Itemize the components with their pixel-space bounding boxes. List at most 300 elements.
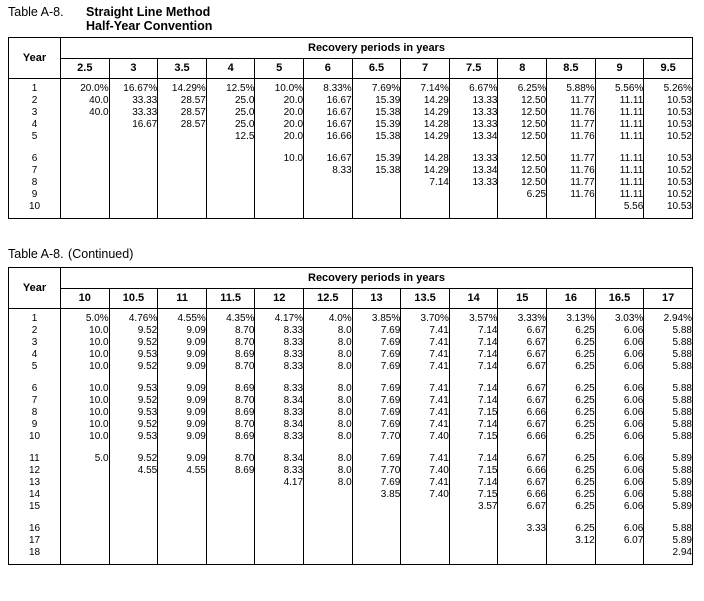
table1-year-header: Year [9,38,61,79]
cell-y8-p13-5: 7.41 [401,407,450,419]
table-row [9,95,693,107]
cell-y13-p13: 7.69 [352,477,401,489]
cell-y5-p3 [109,131,158,143]
table2-group-header-row [9,268,693,289]
cell-y9-p16: 6.25 [547,419,596,431]
cell-y13-p10 [61,477,110,489]
cell-y3-p3: 33.33 [109,107,158,119]
cell-y15-p15: 6.67 [498,501,547,513]
cell-y1-p12: 4.17% [255,309,304,326]
cell-y13-p17: 5.89 [644,477,693,489]
cell-y17-p12 [255,535,304,547]
column-header-16: 16 [547,289,596,309]
row-year: 12 [9,465,61,477]
cell-y1-p7: 7.14% [401,79,450,96]
cell-y18-p17: 2.94 [644,547,693,565]
cell-y8-p10-5: 9.53 [109,407,158,419]
cell-y10-p7-5 [449,201,498,219]
column-header-10-5: 10.5 [109,289,158,309]
cell-y14-p12 [255,489,304,501]
cell-y3-p17: 5.88 [644,337,693,349]
cell-y6-p13: 7.69 [352,383,401,395]
cell-y6-p6-5: 15.39 [352,153,401,165]
cell-y4-p16-5: 6.06 [595,349,644,361]
cell-y4-p2-5 [61,119,110,131]
cell-y16-p10 [61,523,110,535]
cell-y4-p3: 16.67 [109,119,158,131]
cell-y4-p7: 14.28 [401,119,450,131]
cell-y17-p16: 3.12 [547,535,596,547]
cell-y5-p13-5: 7.41 [401,361,450,373]
cell-y6-p2-5 [61,153,110,165]
cell-y13-p14: 7.14 [449,477,498,489]
cell-y7-p8: 12.50 [498,165,547,177]
table-row [9,189,693,201]
cell-y7-p11-5: 8.70 [206,395,255,407]
cell-y10-p8-5 [547,201,596,219]
cell-y6-p3 [109,153,158,165]
cell-y3-p11: 9.09 [158,337,207,349]
cell-y4-p8-5: 11.77 [547,119,596,131]
cell-y6-p13-5: 7.41 [401,383,450,395]
cell-y6-p10-5: 9.53 [109,383,158,395]
cell-y1-p6: 8.33% [304,79,353,96]
cell-y7-p7: 14.29 [401,165,450,177]
cell-y16-p12 [255,523,304,535]
cell-y8-p2-5 [61,177,110,189]
cell-y14-p12-5 [304,489,353,501]
cell-y10-p11-5: 8.69 [206,431,255,443]
cell-y7-p11: 9.09 [158,395,207,407]
table2-wrap [0,267,704,565]
cell-y6-p10: 10.0 [61,383,110,395]
cell-y2-p6: 16.67 [304,95,353,107]
table2-title [0,245,704,267]
cell-y3-p12-5: 8.0 [304,337,353,349]
cell-y1-p13-5: 3.70% [401,309,450,326]
cell-y3-p9-5: 10.53 [644,107,693,119]
cell-y11-p15: 6.67 [498,453,547,465]
cell-y10-p8 [498,201,547,219]
column-header-4: 4 [206,59,255,79]
row-year: 8 [9,177,61,189]
column-header-11-5: 11.5 [206,289,255,309]
cell-y2-p8-5: 11.77 [547,95,596,107]
cell-y8-p12: 8.33 [255,407,304,419]
cell-y10-p3-5 [158,201,207,219]
cell-y14-p11-5 [206,489,255,501]
cell-y8-p16-5: 6.06 [595,407,644,419]
cell-y18-p10 [61,547,110,565]
cell-y3-p12: 8.33 [255,337,304,349]
row-year: 6 [9,383,61,395]
cell-y5-p6: 16.66 [304,131,353,143]
cell-y10-p15: 6.66 [498,431,547,443]
cell-y10-p13: 7.70 [352,431,401,443]
table-gap [0,219,704,245]
cell-y9-p3-5 [158,189,207,201]
cell-y7-p6: 8.33 [304,165,353,177]
cell-y5-p7: 14.29 [401,131,450,143]
cell-y17-p10-5 [109,535,158,547]
cell-y11-p14: 7.14 [449,453,498,465]
row-year: 8 [9,407,61,419]
table2-label: Table A-8. [8,247,64,261]
cell-y6-p8-5: 11.77 [547,153,596,165]
cell-y12-p10-5: 4.55 [109,465,158,477]
cell-y9-p12: 8.34 [255,419,304,431]
column-header-6: 6 [304,59,353,79]
cell-y8-p14: 7.15 [449,407,498,419]
cell-y5-p12-5: 8.0 [304,361,353,373]
cell-y9-p6-5 [352,189,401,201]
cell-y12-p10 [61,465,110,477]
cell-y1-p11: 4.55% [158,309,207,326]
cell-y3-p3-5: 28.57 [158,107,207,119]
cell-y12-p14: 7.15 [449,465,498,477]
row-year: 15 [9,501,61,513]
cell-y4-p13-5: 7.41 [401,349,450,361]
cell-y6-p14: 7.14 [449,383,498,395]
cell-y15-p17: 5.89 [644,501,693,513]
row-year: 9 [9,189,61,201]
cell-y6-p7-5: 13.33 [449,153,498,165]
cell-y3-p10: 10.0 [61,337,110,349]
cell-y4-p5: 20.0 [255,119,304,131]
table1-column-header-row [9,59,693,79]
cell-y6-p9: 11.11 [595,153,644,165]
row-year: 18 [9,547,61,565]
cell-y9-p7-5 [449,189,498,201]
cell-y6-p15: 6.67 [498,383,547,395]
cell-y4-p10: 10.0 [61,349,110,361]
cell-y7-p16-5: 6.06 [595,395,644,407]
cell-y5-p8: 12.50 [498,131,547,143]
cell-y3-p7: 14.29 [401,107,450,119]
cell-y1-p8: 6.25% [498,79,547,96]
cell-y8-p16: 6.25 [547,407,596,419]
cell-y7-p12-5: 8.0 [304,395,353,407]
cell-y14-p15: 6.66 [498,489,547,501]
cell-y9-p12-5: 8.0 [304,419,353,431]
cell-y15-p10-5 [109,501,158,513]
cell-y6-p16: 6.25 [547,383,596,395]
cell-y9-p15: 6.67 [498,419,547,431]
cell-y4-p12: 8.33 [255,349,304,361]
cell-y10-p16: 6.25 [547,431,596,443]
cell-y4-p7-5: 13.33 [449,119,498,131]
cell-y10-p9: 5.56 [595,201,644,219]
cell-y10-p3 [109,201,158,219]
cell-y9-p2-5 [61,189,110,201]
cell-y6-p3-5 [158,153,207,165]
cell-y12-p13: 7.70 [352,465,401,477]
cell-y15-p16: 6.25 [547,501,596,513]
cell-y5-p7-5: 13.34 [449,131,498,143]
cell-y11-p12-5: 8.0 [304,453,353,465]
cell-y10-p10: 10.0 [61,431,110,443]
cell-y18-p13-5 [401,547,450,565]
cell-y11-p16: 6.25 [547,453,596,465]
cell-y8-p11-5: 8.69 [206,407,255,419]
cell-y16-p13-5 [401,523,450,535]
cell-y1-p16-5: 3.03% [595,309,644,326]
cell-y12-p16-5: 6.06 [595,465,644,477]
cell-y3-p14: 7.14 [449,337,498,349]
cell-y18-p16 [547,547,596,565]
cell-y4-p11-5: 8.69 [206,349,255,361]
cell-y18-p14 [449,547,498,565]
cell-y14-p16-5: 6.06 [595,489,644,501]
cell-y9-p11-5: 8.70 [206,419,255,431]
cell-y9-p13: 7.69 [352,419,401,431]
row-year: 9 [9,419,61,431]
cell-y12-p12-5: 8.0 [304,465,353,477]
cell-y10-p7 [401,201,450,219]
row-year: 13 [9,477,61,489]
cell-y9-p5 [255,189,304,201]
table-row [9,395,693,407]
cell-y8-p3 [109,177,158,189]
table2-head [9,268,693,309]
cell-y8-p6 [304,177,353,189]
cell-y14-p14: 7.15 [449,489,498,501]
cell-y6-p11: 9.09 [158,383,207,395]
cell-y10-p6-5 [352,201,401,219]
cell-y13-p11 [158,477,207,489]
cell-y10-p2-5 [61,201,110,219]
cell-y11-p11-5: 8.70 [206,453,255,465]
cell-y2-p3-5: 28.57 [158,95,207,107]
cell-y16-p15: 3.33 [498,523,547,535]
table-row [9,453,693,465]
cell-y2-p17: 5.88 [644,325,693,337]
cell-y3-p6: 16.67 [304,107,353,119]
cell-y11-p11: 9.09 [158,453,207,465]
cell-y2-p4: 25.0 [206,95,255,107]
cell-y18-p12 [255,547,304,565]
table2-recovery-periods-header: Recovery periods in years [61,268,693,289]
cell-y5-p17: 5.88 [644,361,693,373]
cell-y4-p3-5: 28.57 [158,119,207,131]
cell-y16-p16-5: 6.06 [595,523,644,535]
cell-y4-p6-5: 15.39 [352,119,401,131]
cell-y4-p15: 6.67 [498,349,547,361]
table-row [9,165,693,177]
cell-y15-p13-5 [401,501,450,513]
cell-y2-p7: 14.29 [401,95,450,107]
cell-y5-p16: 6.25 [547,361,596,373]
table2-body [9,309,693,565]
row-year: 6 [9,153,61,165]
column-header-14: 14 [449,289,498,309]
table-row [9,465,693,477]
table-row [9,119,693,131]
cell-y5-p14: 7.14 [449,361,498,373]
table-row [9,535,693,547]
column-header-7-5: 7.5 [449,59,498,79]
cell-y7-p12: 8.34 [255,395,304,407]
cell-y2-p9-5: 10.53 [644,95,693,107]
cell-y14-p13: 3.85 [352,489,401,501]
cell-y4-p14: 7.14 [449,349,498,361]
cell-y8-p3-5 [158,177,207,189]
cell-y2-p10: 10.0 [61,325,110,337]
cell-y18-p11-5 [206,547,255,565]
cell-y15-p12 [255,501,304,513]
column-header-12-5: 12.5 [304,289,353,309]
cell-y4-p9: 11.11 [595,119,644,131]
cell-y7-p9: 11.11 [595,165,644,177]
row-group-spacer [9,143,693,153]
cell-y2-p14: 7.14 [449,325,498,337]
cell-y11-p16-5: 6.06 [595,453,644,465]
table-row [9,419,693,431]
table-row [9,349,693,361]
cell-y10-p12-5: 8.0 [304,431,353,443]
cell-y5-p11-5: 8.70 [206,361,255,373]
table-row [9,489,693,501]
cell-y9-p8: 6.25 [498,189,547,201]
cell-y5-p3-5 [158,131,207,143]
cell-y2-p15: 6.67 [498,325,547,337]
cell-y2-p6-5: 15.39 [352,95,401,107]
cell-y1-p13: 3.85% [352,309,401,326]
cell-y7-p7-5: 13.34 [449,165,498,177]
cell-y13-p12-5: 8.0 [304,477,353,489]
cell-y4-p6: 16.67 [304,119,353,131]
cell-y2-p11: 9.09 [158,325,207,337]
cell-y7-p3-5 [158,165,207,177]
cell-y4-p12-5: 8.0 [304,349,353,361]
table-row [9,309,693,326]
cell-y7-p6-5: 15.38 [352,165,401,177]
cell-y16-p11 [158,523,207,535]
cell-y2-p12: 8.33 [255,325,304,337]
table-row [9,325,693,337]
cell-y1-p6-5: 7.69% [352,79,401,96]
cell-y10-p6 [304,201,353,219]
cell-y9-p7 [401,189,450,201]
column-header-9-5: 9.5 [644,59,693,79]
cell-y13-p11-5 [206,477,255,489]
cell-y18-p11 [158,547,207,565]
cell-y3-p4: 25.0 [206,107,255,119]
cell-y1-p9: 5.56% [595,79,644,96]
row-year: 5 [9,361,61,373]
cell-y13-p13-5: 7.41 [401,477,450,489]
cell-y3-p10-5: 9.52 [109,337,158,349]
cell-y10-p13-5: 7.40 [401,431,450,443]
column-header-6-5: 6.5 [352,59,401,79]
row-year: 3 [9,337,61,349]
cell-y4-p17: 5.88 [644,349,693,361]
cell-y15-p10 [61,501,110,513]
cell-y12-p13-5: 7.40 [401,465,450,477]
cell-y6-p8: 12.50 [498,153,547,165]
cell-y9-p10-5: 9.52 [109,419,158,431]
cell-y3-p7-5: 13.33 [449,107,498,119]
table-row [9,477,693,489]
cell-y1-p5: 10.0% [255,79,304,96]
cell-y15-p14: 3.57 [449,501,498,513]
cell-y17-p15 [498,535,547,547]
column-header-10: 10 [61,289,110,309]
cell-y1-p10: 5.0% [61,309,110,326]
cell-y1-p8-5: 5.88% [547,79,596,96]
cell-y1-p10-5: 4.76% [109,309,158,326]
cell-y7-p3 [109,165,158,177]
cell-y13-p16: 6.25 [547,477,596,489]
cell-y1-p14: 3.57% [449,309,498,326]
cell-y15-p16-5: 6.06 [595,501,644,513]
cell-y3-p15: 6.67 [498,337,547,349]
cell-y6-p11-5: 8.69 [206,383,255,395]
cell-y2-p10-5: 9.52 [109,325,158,337]
cell-y8-p4 [206,177,255,189]
cell-y1-p11-5: 4.35% [206,309,255,326]
cell-y6-p9-5: 10.53 [644,153,693,165]
cell-y13-p12: 4.17 [255,477,304,489]
cell-y2-p13-5: 7.41 [401,325,450,337]
cell-y9-p9: 11.11 [595,189,644,201]
cell-y3-p5: 20.0 [255,107,304,119]
cell-y14-p16: 6.25 [547,489,596,501]
cell-y18-p10-5 [109,547,158,565]
cell-y3-p2-5: 40.0 [61,107,110,119]
cell-y17-p17: 5.89 [644,535,693,547]
cell-y2-p8: 12.50 [498,95,547,107]
cell-y16-p12-5 [304,523,353,535]
cell-y9-p13-5: 7.41 [401,419,450,431]
cell-y7-p9-5: 10.52 [644,165,693,177]
cell-y1-p12-5: 4.0% [304,309,353,326]
column-header-2-5: 2.5 [61,59,110,79]
cell-y11-p17: 5.89 [644,453,693,465]
column-header-11: 11 [158,289,207,309]
row-year: 1 [9,79,61,96]
cell-y16-p11-5 [206,523,255,535]
table-row [9,79,693,96]
cell-y9-p14: 7.14 [449,419,498,431]
cell-y4-p10-5: 9.53 [109,349,158,361]
cell-y17-p13-5 [401,535,450,547]
cell-y7-p10: 10.0 [61,395,110,407]
row-year: 2 [9,95,61,107]
cell-y8-p11: 9.09 [158,407,207,419]
cell-y5-p4: 12.5 [206,131,255,143]
cell-y10-p14: 7.15 [449,431,498,443]
cell-y8-p9: 11.11 [595,177,644,189]
cell-y2-p7-5: 13.33 [449,95,498,107]
cell-y8-p7-5: 13.33 [449,177,498,189]
cell-y2-p11-5: 8.70 [206,325,255,337]
cell-y9-p3 [109,189,158,201]
column-header-3: 3 [109,59,158,79]
table1-head [9,38,693,79]
cell-y10-p5 [255,201,304,219]
cell-y7-p8-5: 11.76 [547,165,596,177]
row-year: 10 [9,431,61,443]
cell-y1-p3: 16.67% [109,79,158,96]
cell-y2-p16: 6.25 [547,325,596,337]
column-header-15: 15 [498,289,547,309]
cell-y8-p5 [255,177,304,189]
cell-y16-p13 [352,523,401,535]
cell-y4-p11: 9.09 [158,349,207,361]
cell-y5-p9-5: 10.52 [644,131,693,143]
cell-y1-p2-5: 20.0% [61,79,110,96]
